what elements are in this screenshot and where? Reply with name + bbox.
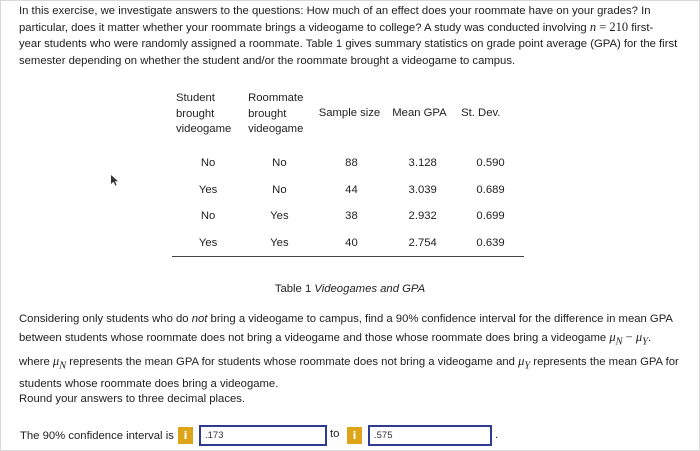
cursor-arrow-icon: [111, 175, 119, 189]
question-intro: [19, 3, 689, 69]
prompt-text: represents the mean GPA for: [530, 355, 679, 368]
header-mean-gpa: Mean GPA: [392, 107, 447, 119]
intro-line-2: [19, 19, 689, 36]
table-cell: 44: [345, 183, 358, 196]
intro-line-3: year students who were randomly assigned a roommate. Table 1 gives summary statistics on grade point average (GPA) for the first: [19, 38, 678, 51]
prompt-period: .: [647, 332, 652, 344]
lower-bound-input[interactable]: .173: [199, 425, 327, 446]
table-cell: Yes: [244, 230, 315, 257]
table-cell: 2.932: [408, 210, 437, 223]
table-cell: 2.754: [388, 230, 457, 257]
minus-sign: −: [622, 330, 636, 344]
header-text: Student: [176, 92, 215, 104]
prompt-text: represents the mean GPA for students whose roommate does not bring a videogame and: [66, 355, 519, 368]
prompt-line-3: [19, 352, 689, 376]
caption-prefix: Table 1: [274, 283, 312, 295]
header-text: Roommate: [248, 92, 304, 104]
table-cell: Yes: [270, 210, 289, 223]
prompt-text: Considering only students who do: [19, 313, 192, 325]
table-cell: 0.639: [457, 230, 524, 257]
table-row: [172, 203, 524, 230]
table-cell: 0.699: [476, 210, 505, 223]
table-cell: No: [272, 156, 287, 169]
intro-line-2-tail: first-: [631, 22, 654, 35]
header-roommate-brought: [244, 91, 315, 150]
table-cell: No: [272, 183, 287, 196]
table-cell: 40: [315, 230, 389, 257]
header-text: brought: [176, 107, 215, 120]
prompt-text: where: [19, 355, 53, 368]
mu-glyph: μ: [635, 330, 643, 344]
table-cell: 38: [345, 210, 358, 223]
prompt-line-1: [19, 310, 689, 328]
info-icon[interactable]: i: [347, 427, 362, 444]
mu-y-symbol: [635, 330, 648, 348]
table-cell: Yes: [198, 183, 218, 196]
table-cell: 88: [345, 156, 358, 169]
upper-bound-input[interactable]: .575: [368, 425, 492, 446]
rounding-instruction: Round your answers to three decimal places.: [19, 393, 246, 405]
subscript-n: N: [615, 336, 623, 348]
header-text: videogame: [248, 123, 304, 135]
subscript-y: Y: [524, 360, 531, 371]
gpa-summary-table: [172, 91, 524, 257]
table-row: [172, 176, 524, 203]
prompt-line-2: [19, 328, 689, 352]
prompt-text: between students whose roommate does not bring a videogame and those whose roommate does bring a videogame: [19, 332, 607, 344]
prompt-text: bring a videogame to campus, find a 90% confidence interval for the difference in mean GPA: [207, 313, 673, 325]
mu-glyph: μ: [609, 330, 616, 344]
mu-glyph: μ: [52, 353, 60, 368]
table-header-row: [172, 91, 524, 150]
table-cell: Yes: [172, 230, 244, 257]
info-icon[interactable]: i: [178, 427, 193, 444]
subscript-n: N: [59, 360, 67, 371]
table-cell: 3.128: [408, 156, 437, 169]
n-variable: n: [589, 20, 597, 35]
table-cell: No: [200, 210, 216, 223]
table-cell: No: [200, 156, 216, 169]
table-caption: [0, 283, 700, 295]
table-row: [172, 230, 524, 257]
mu-n-symbol: [609, 330, 623, 348]
prompt-line-4: students whose roommate does bring a videogame.: [19, 378, 279, 390]
subscript-y: Y: [642, 336, 648, 348]
table-cell: 0.689: [476, 183, 505, 196]
answer-label: The 90% confidence interval is: [20, 430, 174, 442]
table-row: [172, 150, 524, 177]
n-value: = 210: [599, 20, 629, 35]
prompt-emphasis: not: [191, 313, 208, 325]
intro-line-1: In this exercise, we investigate answers to the questions: How much of an effect does your roommate have on your grades? In: [19, 5, 651, 17]
header-student-brought: [172, 91, 244, 150]
intro-line-2-text: particular, does it matter whether your roommate brings a videogame to college? A study was conducted involving: [19, 22, 587, 35]
table-cell: 3.039: [408, 183, 437, 196]
header-text: brought: [248, 107, 287, 120]
header-st-dev: St. Dev.: [461, 107, 501, 119]
question-prompt: [19, 310, 689, 393]
mu-y-symbol: [518, 353, 531, 371]
mu-n-symbol: [52, 353, 67, 371]
header-text: videogame: [176, 123, 232, 135]
intro-line-4: semester depending on whether the student and/or the roommate brought a videogame to campus.: [19, 54, 516, 67]
trailing-period: .: [495, 429, 499, 441]
header-sample-size: Sample size: [318, 107, 381, 119]
mu-glyph: μ: [518, 353, 525, 368]
table-cell: 0.590: [476, 156, 505, 169]
caption-title: Videogames and GPA: [314, 283, 426, 295]
to-label: to: [330, 428, 340, 440]
